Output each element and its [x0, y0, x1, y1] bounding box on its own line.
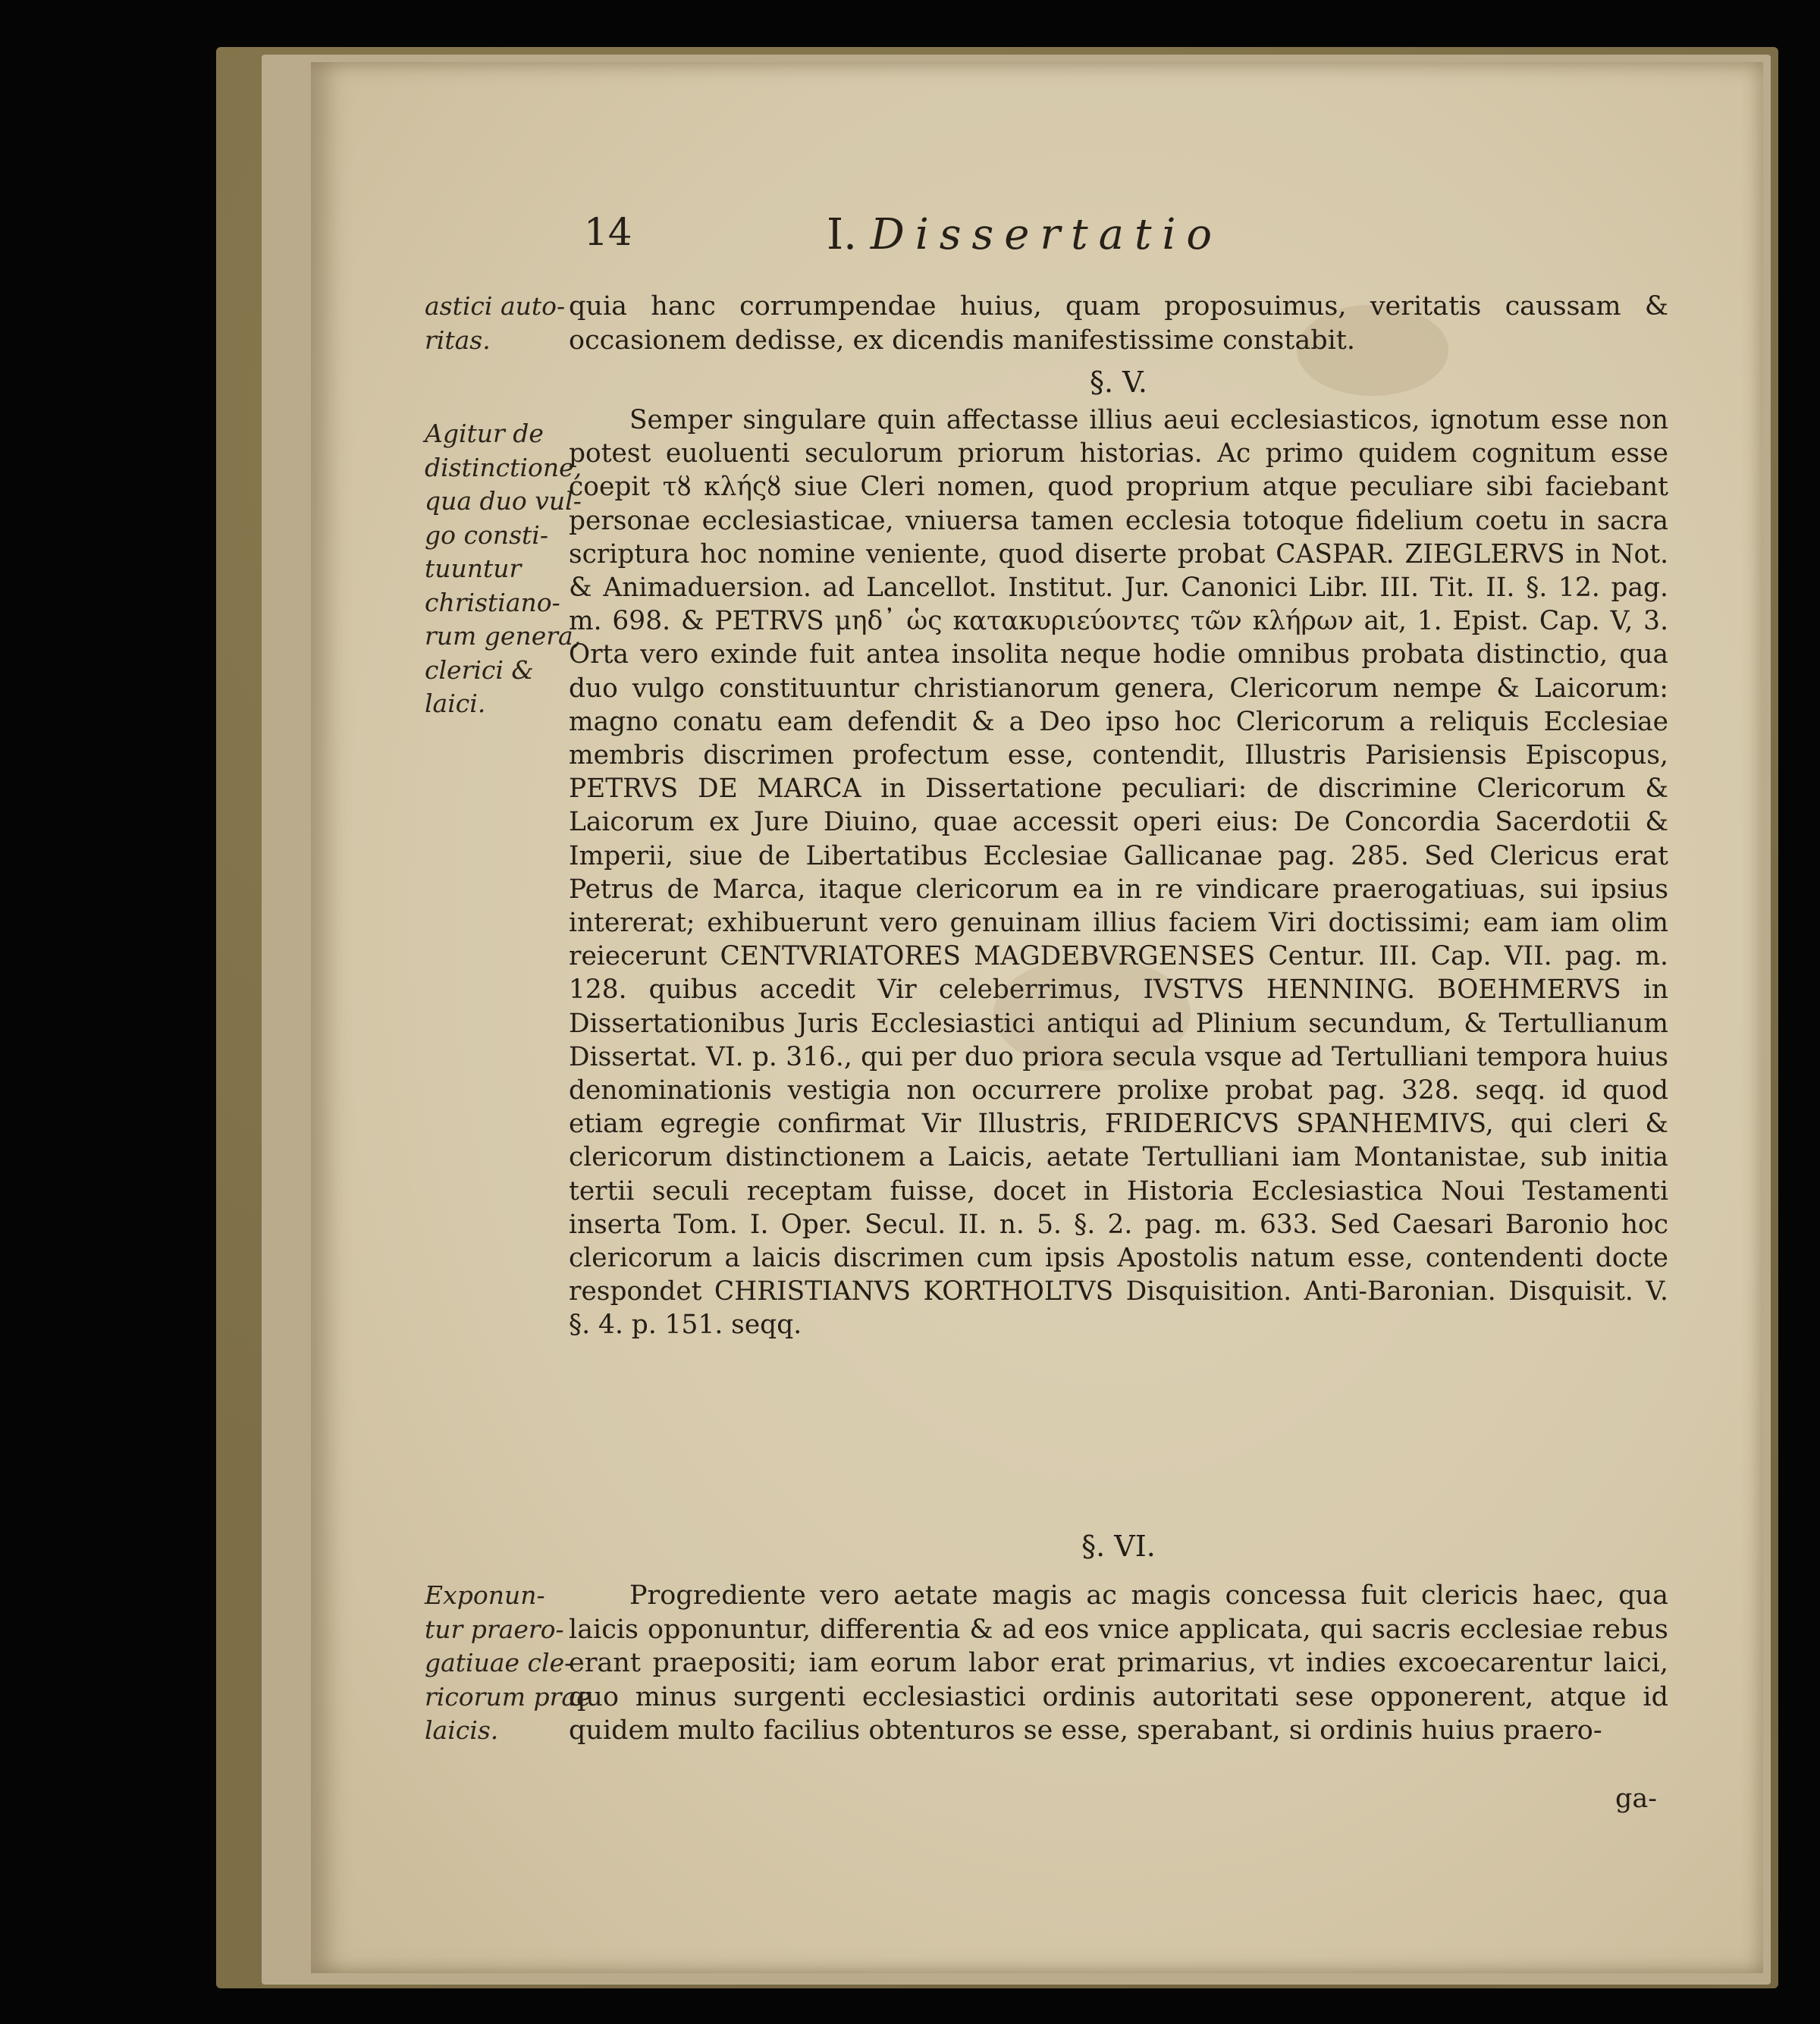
page-number: 14: [584, 210, 632, 254]
margin-note-distinction: Agitur de distinctione, qua duo vul- go consti- tuuntur christiano- rum genera, clerici & laici.: [425, 419, 582, 718]
section-v-paragraph: [569, 403, 1668, 1342]
section-heading-vi: §. VI.: [1081, 1530, 1156, 1563]
opening-paragraph: [569, 290, 1668, 357]
margin-note-prerogatives: Exponun- tur praero- gatiuae cle- ricorum prae laicis.: [425, 1580, 592, 1745]
page-header: [311, 210, 1763, 263]
running-title: [827, 210, 1222, 259]
book-page: [311, 62, 1763, 1973]
section-heading-v: §. V.: [1089, 366, 1148, 399]
paragraph-text: Semper singulare quin affectasse illius aeui ecclesiasticos, ignotum esse non potest euoluenti seculorum priorum historias. Ac primo quidem cognitum esse coepit τȣ κλήςȣ siue Cleri nomen, quod proprium atque peculiare sibi faciebant personae ecclesiasticae, vniuersa tamen ecclesia totoque fidelium coetu in sacra scriptura hoc nomine veniente, quod diserte probat CASPAR. ZIEGLERVS in Not. & Animaduersion. ad Lancellot. Institut. Jur. Canonici Libr. III. Tit. II. §. 12. pag. m. 698. & PETRVS μηδ᾽ ὡς κατακυριεύοντες τῶν κλήρων ait, 1. Epist. Cap. V, 3. Orta vero exinde fuit antea insolita neque hodie omnibus probata distinctio, qua duo vulgo constituuntur christianorum genera, Clericorum nempe & Laicorum: magno conatu eam defendit & a Deo ipso hoc Clericorum a reliquis Ecclesiae membris discrimen profectum esse, contendit, Illustris Parisiensis Episcopus, PETRVS DE MARCA in Dissertatione peculiari: de discrimine Clericorum & Laicorum ex Jure Diuino, quae accessit operi eius: De Concordia Sacerdotii & Imperii, siue de Libertatibus Ecclesiae Gallicanae pag. 285. Sed Clericus erat Petrus de Marca, itaque clericorum ea in re vindicare praerogatiuas, sui ipsius intererat; exhibuerunt vero genuinam illius faciem Viri doctissimi; eam iam olim reiecerunt CENTVRIATORES MAGDEBVRGENSES Centur. III. Cap. VII. pag. m. 128. quibus accedit Vir celeberrimus, IVSTVS HENNING. BOEHMERVS in Dissertationibus Juris Ecclesiastici antiqui ad Plinium secundum, & Tertullianum Dissertat. VI. p. 316., qui per duo priora secula vsque ad Tertulliani tempora huius denominationis vestigia non occurrere prolixe probat pag. 328. seqq. id quod etiam egregie confirmat Vir Illustris, FRIDERICVS SPANHEMIVS, qui cleri & clericorum distinctionem a Laicis, aetate Tertulliani iam Montanistae, sub initia tertii seculi receptam fuisse, docet in Historia Ecclesiastica Noui Testamenti inserta Tom. I. Oper. Secul. II. n. 5. §. 2. pag. m. 633. Sed Caesari Baronio hoc clericorum a laicis discrimen cum ipsis Apostolis natum esse, contendenti docte respondet CHRISTIANVS KORTHOLTVS Disquisition. Anti-Baronian. Disquisit. V. §. 4. p. 151. seqq.: [569, 405, 1668, 1341]
section-vi-paragraph: [569, 1579, 1668, 1748]
paragraph-text: quia hanc corrumpendae huius, quam proposuimus, veritatis caussam & occasionem dedisse, ex dicendis manifestissime constabit.: [569, 291, 1668, 356]
running-title-roman: I.: [827, 210, 857, 259]
running-title-word: Dissertatio: [870, 210, 1223, 259]
catchword: ga-: [1615, 1784, 1658, 1814]
margin-note-authority: astici auto- ritas.: [425, 291, 566, 355]
paragraph-text: Progrediente vero aetate magis ac magis concessa fuit clericis haec, qua laicis opponuntur, differentia & ad eos vnice applicata, qui sacris ecclesiae rebus erant praepositi; iam eorum labor erat primarius, vt indies excoecarentur laici, quo minus surgenti ecclesiastici ordinis autoritati sese opponerent, atque id quidem multo facilius obtenturos se esse, sperabant, si ordinis huius praero-: [569, 1580, 1668, 1746]
